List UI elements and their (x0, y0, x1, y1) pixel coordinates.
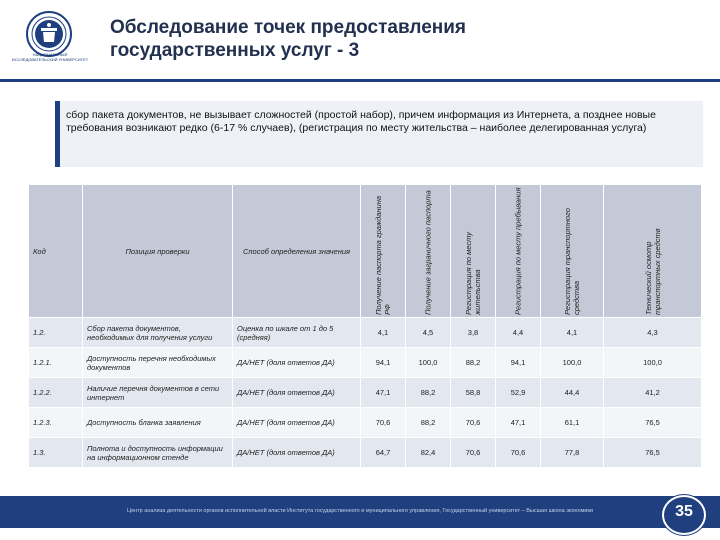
header-service-5: Регистрация транспортного средства (541, 185, 604, 318)
row-value: 100,0 (406, 348, 451, 378)
row-value: 82,4 (406, 438, 451, 468)
row-position: Полнота и доступность информации на информационном стенде (83, 438, 233, 468)
row-code: 1.2.3. (29, 408, 83, 438)
row-value: 94,1 (361, 348, 406, 378)
row-position: Наличие перечня документов в сети интернет (83, 378, 233, 408)
row-value: 94,1 (496, 348, 541, 378)
row-value: 70,6 (361, 408, 406, 438)
title-line-2: государственных услуг - 3 (110, 40, 360, 61)
row-value: 4,5 (406, 318, 451, 348)
logo-caption: НАЦИОНАЛЬНЫЙ ИССЛЕДОВАТЕЛЬСКИЙ УНИВЕРСИТЕТ (11, 52, 89, 62)
row-value: 100,0 (541, 348, 604, 378)
row-code: 1.3. (29, 438, 83, 468)
row-value: 4,3 (604, 318, 702, 348)
row-value: 76,5 (604, 438, 702, 468)
page-number: 35 (675, 503, 693, 520)
row-value: 77,8 (541, 438, 604, 468)
header-position: Позиция проверки (83, 185, 233, 318)
row-code: 1.2.1. (29, 348, 83, 378)
header-method: Способ определения значения (233, 185, 361, 318)
row-value: 100,0 (604, 348, 702, 378)
row-value: 88,2 (406, 408, 451, 438)
description-accent (55, 101, 60, 167)
row-value: 44,4 (541, 378, 604, 408)
row-value: 70,6 (451, 408, 496, 438)
description-text: сбор пакета документов, не вызывает сложностей (простой набор), причем информация из Интернета, а позднее новые требования возникают редко (6-17 % случаев), (регистрация по месту жительства – наиболее делегированная услуга) (66, 109, 656, 134)
row-method: ДА/НЕТ (доля ответов ДА) (233, 348, 361, 378)
title-line-1: Обследование точек предоставления (110, 17, 467, 38)
table-row (29, 348, 702, 378)
header-service-2: Получение заграничного паспорта (406, 185, 451, 318)
row-value: 88,2 (406, 378, 451, 408)
survey-table (28, 184, 702, 468)
row-position: Сбор пакета документов, необходимых для получения услуги (83, 318, 233, 348)
table-row (29, 438, 702, 468)
row-code: 1.2. (29, 318, 83, 348)
row-value: 3,8 (451, 318, 496, 348)
row-position: Доступность бланка заявления (83, 408, 233, 438)
row-method: ДА/НЕТ (доля ответов ДА) (233, 408, 361, 438)
page-title (110, 16, 630, 62)
row-method: Оценка по шкале от 1 до 5 (средняя) (233, 318, 361, 348)
row-value: 47,1 (496, 408, 541, 438)
row-code: 1.2.2. (29, 378, 83, 408)
row-value: 88,2 (451, 348, 496, 378)
header-code: Код (29, 185, 83, 318)
row-value: 64,7 (361, 438, 406, 468)
row-value: 4,1 (361, 318, 406, 348)
header-service-3: Регистрация по месту жительства (451, 185, 496, 318)
row-value: 41,2 (604, 378, 702, 408)
university-logo (14, 8, 84, 74)
row-value: 52,9 (496, 378, 541, 408)
row-value: 58,8 (451, 378, 496, 408)
row-value: 4,1 (541, 318, 604, 348)
row-position: Доступность перечня необходимых документов (83, 348, 233, 378)
table-row (29, 408, 702, 438)
header-service-6: Технический осмотр транспортных средств (604, 185, 702, 318)
table-row (29, 378, 702, 408)
row-value: 47,1 (361, 378, 406, 408)
row-value: 61,1 (541, 408, 604, 438)
header-service-1: Получение паспорта гражданина РФ (361, 185, 406, 318)
header-rule (0, 79, 720, 82)
header-service-4: Регистрация по месту пребывания (496, 185, 541, 318)
footer-text: Центр анализа деятельности органов исполнительной власти Института государственного и муниципального управления, Государственный университет – Высшая школа экономики (127, 508, 593, 514)
row-method: ДА/НЕТ (доля ответов ДА) (233, 378, 361, 408)
row-value: 76,5 (604, 408, 702, 438)
row-method: ДА/НЕТ (доля ответов ДА) (233, 438, 361, 468)
row-value: 70,6 (451, 438, 496, 468)
table-row (29, 318, 702, 348)
row-value: 4,4 (496, 318, 541, 348)
row-value: 70,6 (496, 438, 541, 468)
table-header-row (29, 185, 702, 318)
